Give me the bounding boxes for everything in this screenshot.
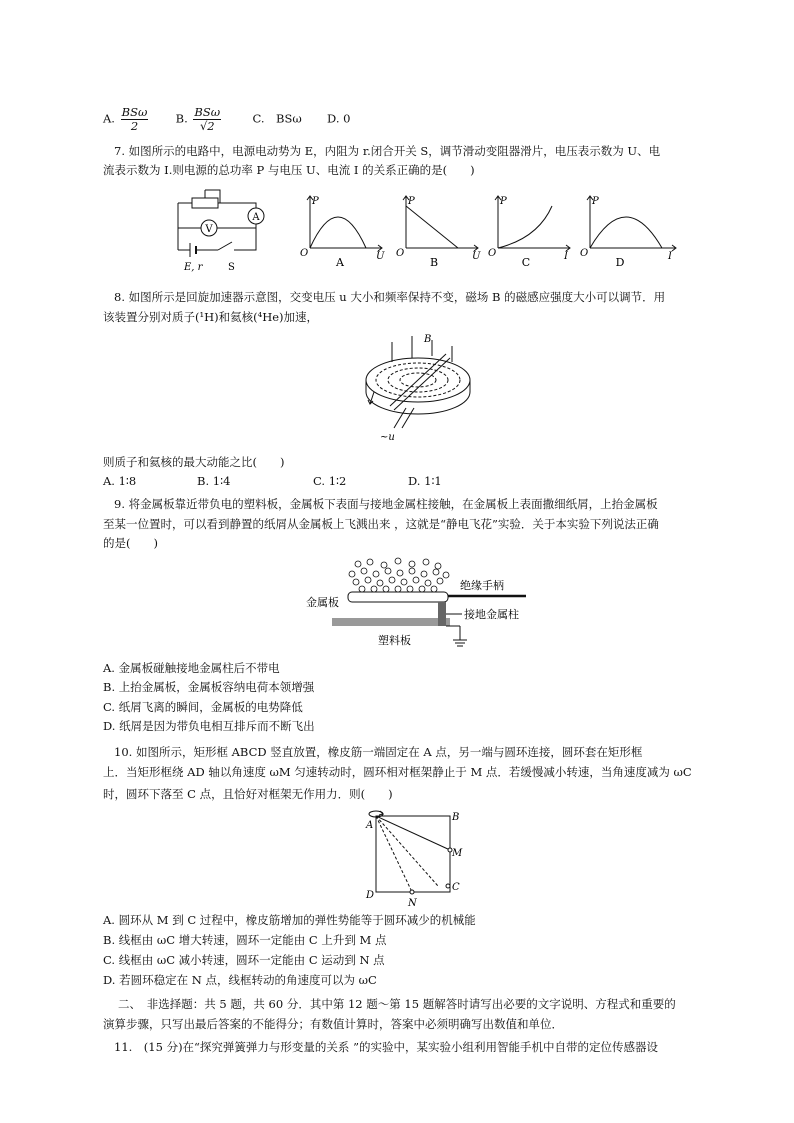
q7-line-1: 7. 如图所示的电路中，电源电动势为 E，内阻为 r.闭合开关 S，调节滑动变阻器滑片，电压表示数为 U、电 <box>114 144 661 158</box>
q10-line-3: 时，圆环下落至 C 点，且恰好对框架无作用力．则( ) <box>103 787 393 801</box>
q6-option-c: C. BSω <box>252 111 302 126</box>
q7-graph-c <box>488 192 578 270</box>
q9-option-a: A. 金属板碰触接地金属柱后不带电 <box>103 661 280 675</box>
magnetic-field-label: B <box>424 334 432 345</box>
svg-text:I: I <box>668 251 672 262</box>
q10-line-1: 10. 如图所示，矩形框 ABCD 竖直放置，橡皮筋一端固定在 A 点，另一端与圆环连接，圆环套在矩形框 <box>114 745 643 759</box>
svg-text:A: A <box>366 820 374 831</box>
q8-option-b: B. 1∶4 <box>197 474 231 488</box>
cyclotron-diagram <box>362 332 472 444</box>
q10-option-d: D. 若圆环稳定在 N 点，线框转动的角速度可以为 ωC <box>103 973 377 987</box>
q11-line-1: 11. (15 分)在“探究弹簧弹力与形变量的关系 ”的实验中，某实验小组利用智能手机中自带的定位传感器设 <box>114 1040 658 1054</box>
q8-option-d: D. 1∶1 <box>408 474 442 488</box>
svg-text:P: P <box>408 196 415 207</box>
q8-line-2: 该装置分别对质子(¹H)和氦核(⁴He)加速， <box>103 310 319 324</box>
q8-question: 则质子和氦核的最大动能之比( ) <box>103 455 285 469</box>
svg-text:P: P <box>592 196 599 207</box>
svg-text:O: O <box>300 248 309 259</box>
q7-graph-b <box>396 192 486 270</box>
q7-line-2: 流表示数为 I.则电源的总功率 P 与电压 U、电流 I 的关系正确的是( ) <box>103 163 475 177</box>
section-2-line-1: 二、 非选择题：共 5 题，共 60 分．其中第 12 题～第 15 题解答时请写出必要的文字说明、方程式和重要的 <box>118 997 676 1011</box>
svg-text:O: O <box>396 248 405 259</box>
q9-option-c: C. 纸屑飞离的瞬间，金属板的电势降低 <box>103 700 303 714</box>
insulated-handle-label: 绝缘手柄 <box>460 579 504 592</box>
q10-option-b: B. 线框由 ωC 增大转速，圆环一定能由 C 上升到 M 点 <box>103 933 387 947</box>
q7-graph-d <box>580 192 680 270</box>
graph-d-label: D <box>615 256 625 269</box>
q8-line-1: 8. 如图所示是回旋加速器示意图，交变电压 u 大小和频率保持不变，磁场 B 的磁感应强度大小可以调节．用 <box>114 290 666 304</box>
metal-plate-label: 金属板 <box>306 596 339 609</box>
q10-line-2: 上．当矩形框绕 AD 轴以角速度 ωM 匀速转动时，圆环相对框架静止于 M 点．若缓慢减小转速，当角速度减为 ωC <box>103 765 692 779</box>
svg-text:U: U <box>472 251 481 262</box>
q6-option-a-fraction: $\frac{\text{BSω}}{2}$ <box>121 105 148 133</box>
q9-line-2: 至某一位置时，可以看到静置的纸屑从金属板上飞溅出来 ，这就是“静电飞花”实验．关于本实验下列说法正确 <box>103 517 659 531</box>
q9-line-3: 的是( ) <box>103 536 158 550</box>
ammeter-label: A <box>252 212 260 223</box>
q9-option-d: D. 纸屑是因为带负电相互排斥而不断飞出 <box>103 719 315 733</box>
svg-text:O: O <box>488 248 497 259</box>
q6-option-d: D. 0 <box>327 111 351 126</box>
graph-a-label: A <box>336 256 344 269</box>
svg-text:D: D <box>366 890 375 901</box>
q9-option-b: B. 上抬金属板，金属板容纳电荷本领增强 <box>103 680 315 694</box>
switch-label: S <box>228 262 235 273</box>
graph-c-label: C <box>521 256 531 269</box>
q8-option-c: C. 1∶2 <box>313 474 347 488</box>
q6-options: A. $\frac{\text{BSω}}{2}$ B. $\frac{\text{BSω}}{√2}$ C. BSω D. 0 <box>103 105 351 133</box>
svg-text:I: I <box>564 251 568 262</box>
section-2-line-2: 演算步骤，只写出最后答案的不能得分；有数值计算时，答案中必须明确写出数值和单位． <box>103 1017 563 1031</box>
q10-option-a: A. 圆环从 M 到 C 过程中，橡皮筋增加的弹性势能等于圆环减少的机械能 <box>103 913 476 927</box>
svg-text:O: O <box>580 248 589 259</box>
svg-text:B: B <box>452 812 460 823</box>
svg-text:P: P <box>500 196 507 207</box>
q8-options <box>103 474 703 490</box>
source-label: E, r <box>184 262 203 273</box>
svg-text:C: C <box>452 882 460 893</box>
electrostatic-flower-diagram <box>300 556 540 656</box>
q6-option-b-fraction: $\frac{\text{BSω}}{√2}$ <box>194 105 221 133</box>
voltage-label: ~u <box>380 432 395 443</box>
rectangular-frame-diagram <box>362 806 472 910</box>
ground-post-label: 接地金属柱 <box>464 608 519 621</box>
svg-text:N: N <box>408 898 417 909</box>
q8-option-a: A. 1∶8 <box>103 474 137 488</box>
svg-text:M: M <box>452 848 463 859</box>
q7-graph-a <box>300 192 390 270</box>
svg-text:U: U <box>376 251 385 262</box>
plastic-plate-label: 塑料板 <box>378 634 411 647</box>
svg-text:P: P <box>312 196 319 207</box>
graph-b-label: B <box>429 256 439 269</box>
q7-circuit-diagram <box>168 188 268 274</box>
q9-line-1: 9. 将金属板靠近带负电的塑料板，金属板下表面与接地金属柱接触，在金属板上表面撒细纸屑，上抬金属板 <box>114 497 658 511</box>
voltmeter-label: V <box>205 224 213 235</box>
q10-option-c: C. 线框由 ωC 减小转速，圆环一定能由 C 运动到 N 点 <box>103 953 385 967</box>
